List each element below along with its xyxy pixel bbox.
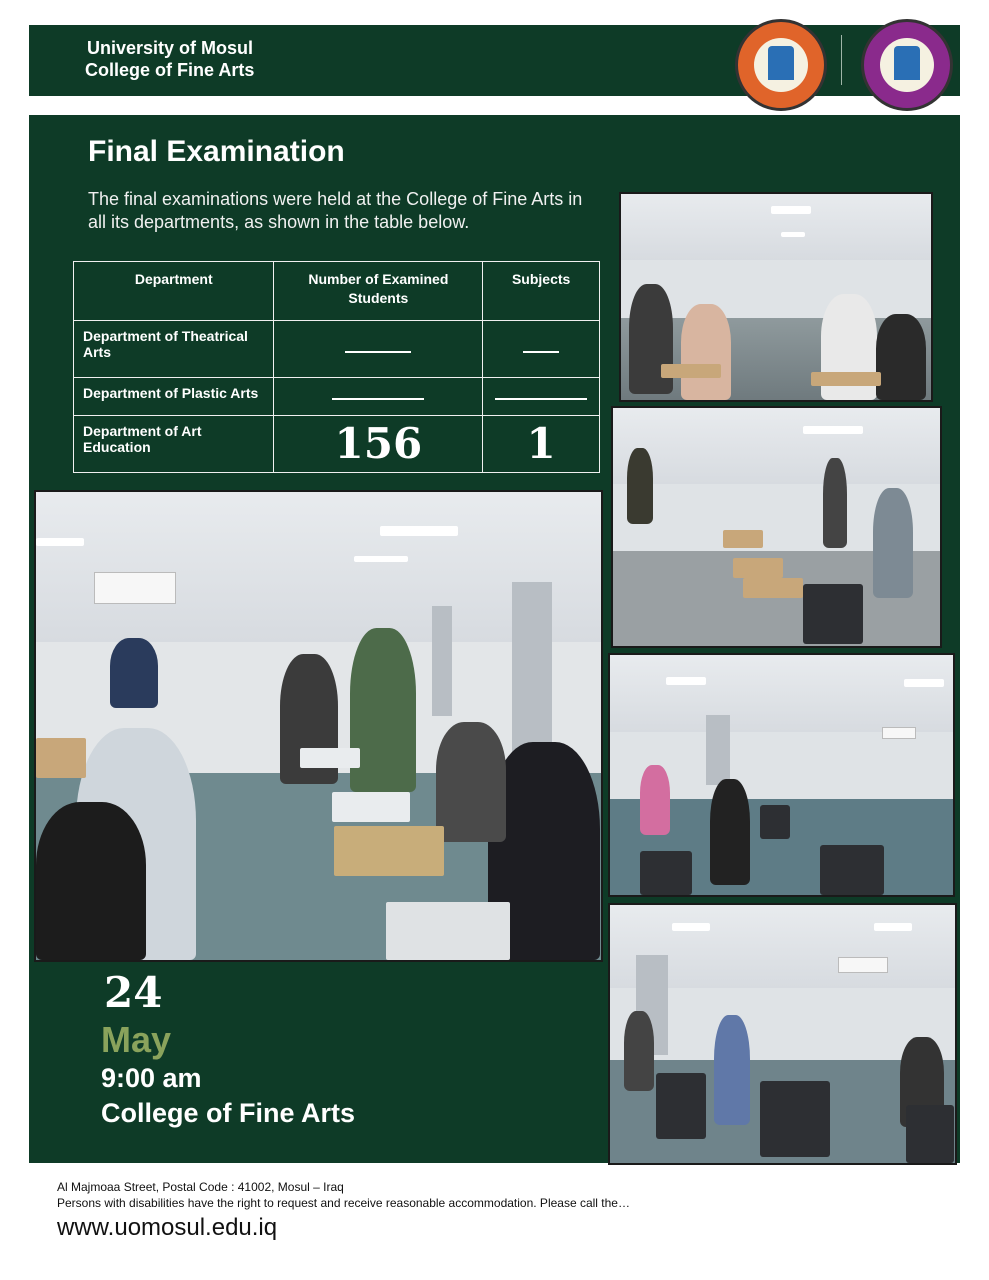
university-logo bbox=[735, 19, 827, 111]
event-time: 9:00 am bbox=[101, 1063, 202, 1093]
table-row bbox=[74, 320, 600, 377]
website-link[interactable]: www.uomosul.edu.iq bbox=[57, 1214, 278, 1241]
row-subjects-empty bbox=[483, 320, 600, 377]
exam-photo-2 bbox=[611, 406, 942, 648]
row-department: Department of Art Education bbox=[74, 415, 274, 472]
row-students-empty bbox=[274, 320, 483, 377]
header-bar bbox=[29, 25, 960, 96]
table-row bbox=[74, 377, 600, 415]
footer-address: Al Majmoaa Street, Postal Code : 41002, Mosul – Iraq bbox=[57, 1180, 344, 1194]
header-subjects: Subjects bbox=[483, 262, 600, 321]
row-students bbox=[274, 415, 483, 472]
footer-note: Persons with disabilities have the right to request and receive reasonable accommodation. Please call the… bbox=[57, 1196, 630, 1210]
exam-table bbox=[73, 261, 600, 473]
event-month: May bbox=[101, 1019, 172, 1060]
event-day: 24 bbox=[104, 968, 163, 1017]
students-count: 156 bbox=[334, 418, 423, 468]
logo-divider bbox=[841, 35, 842, 85]
row-students-empty bbox=[274, 377, 483, 415]
exam-photo-4 bbox=[608, 903, 957, 1165]
table-header-row bbox=[74, 262, 600, 321]
row-subjects bbox=[483, 415, 600, 472]
subjects-count: 1 bbox=[526, 418, 556, 468]
page-title: Final Examination bbox=[88, 135, 345, 168]
row-subjects-empty bbox=[483, 377, 600, 415]
exam-photo-1 bbox=[619, 192, 933, 402]
college-name: College of Fine Arts bbox=[85, 60, 255, 80]
event-place: College of Fine Arts bbox=[101, 1098, 356, 1128]
table-row bbox=[74, 415, 600, 472]
college-logo bbox=[861, 19, 953, 111]
header-students: Number of Examined Students bbox=[274, 262, 483, 321]
intro-text: The final examinations were held at the College of Fine Arts in all its departments, as shown in the table below. bbox=[88, 189, 583, 232]
university-name: University of Mosul bbox=[87, 38, 254, 58]
row-department: Department of Theatrical Arts bbox=[74, 320, 274, 377]
exam-photo-main bbox=[34, 490, 603, 962]
row-department: Department of Plastic Arts bbox=[74, 377, 274, 415]
header-department: Department bbox=[74, 262, 274, 321]
exam-photo-3 bbox=[608, 653, 955, 897]
